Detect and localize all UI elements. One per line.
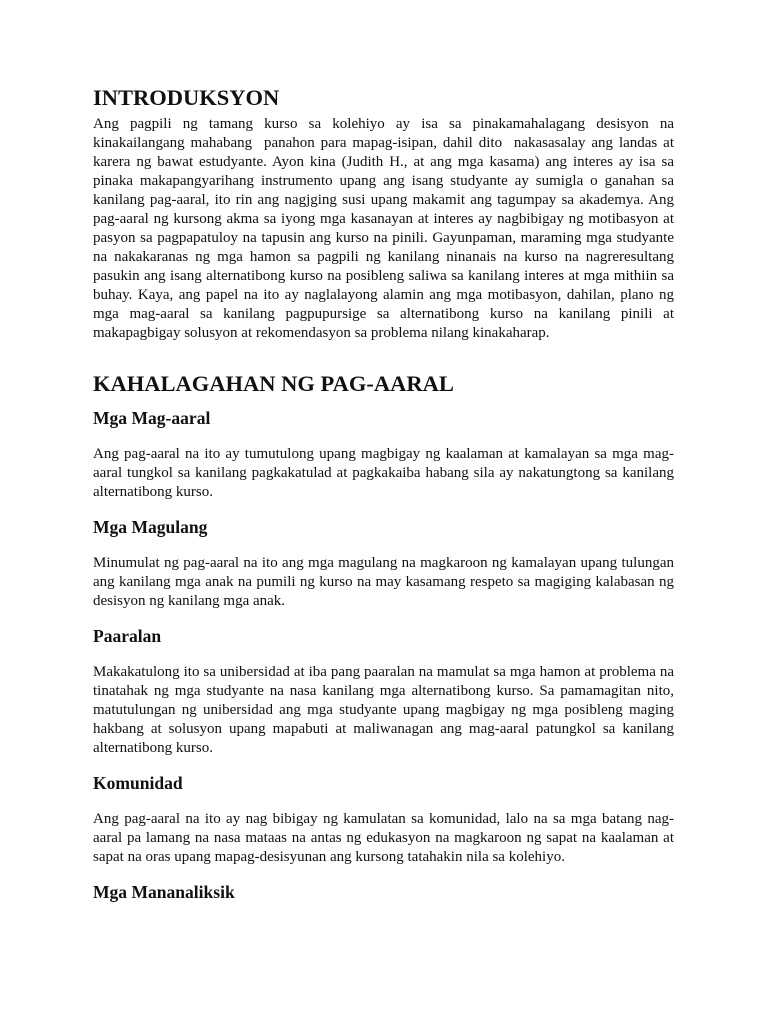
- introduksyon-paragraph: Ang pagpili ng tamang kurso sa kolehiyo ay isa sa pinakamahalagang desisyon na kinakailangang mahabang panahon para mapag-isipan, dahil dito nakasasalay ang landas at karera ng bawat estudyante. Ayon kina (Judith H., at ang mga kasama) ang interes ay isa sa pinaka makapangyarihang instrumento upang ang isang studyante ay sumigla o ganahan sa kanilang pag-aaral, ito rin ang nagjging susi upang makamit ang tagumpay sa akademya. Ang pag-aaral ng kursong akma sa iyong mga kasanayan at interes ay nagbibigay ng motibasyon at pasyon sa pagpapatuloy na tapusin ang kurso na pinili. Gayunpaman, maraming mga studyante na nakakaranas ng mga hamon sa pagpili ng kanilang ninanais na kurso na nagreresultang pasukin ang isang alternatibong kurso na posibleng saliwa sa kanilang interes at mga mithiin sa buhay. Kaya, ang papel na ito ay naglalayong alamin ang mga motibasyon, dahilan, plano ng mga mag-aaral sa kanilang pagpupursige sa alternatibong kurso na kanilang pinili at makapagbigay solusyon at rekomendasyon sa problema nilang kinakaharap.: [93, 116, 678, 341]
- subheading-mga-magulang: Mga Magulang: [93, 517, 208, 537]
- subheading-paaralan: Paaralan: [93, 626, 162, 646]
- paragraph-komunidad: Ang pag-aaral na ito ay nag bibigay ng kamulatan sa komunidad, lalo na sa mga batang nag-aaral pa lamang na nasa mataas na antas ng edukasyon na magkaroon ng sapat na kaalaman at sapat na oras upang mapag-desisyunan ang kursong tatahakin nila sa kolehiyo.: [93, 811, 678, 865]
- paragraph-mga-magulang: Minumulat ng pag-aaral na ito ang mga magulang na magkaroon ng kamalayan upang tulungan ang kanilang mga anak na pumili ng kurso na may kasamang respeto sa magiging kalabasan ng desisyon ng kanilang mga anak.: [93, 555, 678, 609]
- paragraph-mga-mag-aaral: Ang pag-aaral na ito ay tumutulong upang magbigay ng kaalaman at kamalayan sa mga mag-aaral tungkol sa kanilang pagkakatulad at pagkakaiba habang sila ay nakatungtong sa kanilang alternatibong kurso.: [93, 446, 678, 500]
- subheading-mga-mag-aaral: Mga Mag-aaral: [93, 408, 211, 428]
- document-page: [93, 84, 682, 902]
- subheading-komunidad: Komunidad: [93, 773, 183, 793]
- section-heading-kahalagahan: KAHALAGAHAN NG PAG-AARAL: [93, 371, 454, 396]
- section-heading-introduksyon: INTRODUKSYON: [93, 85, 280, 110]
- subheading-mga-mananaliksik: Mga Mananaliksik: [93, 882, 235, 902]
- paragraph-paaralan: Makakatulong ito sa unibersidad at iba pang paaralan na mamulat sa mga hamon at problema na tinatahak ng mga studyante na nasa kanilang mga alternatibong kurso. Sa pamamagitan nito, matutulungan ng unibersidad ang mga studyante upang magbigay ng mga posibleng maging hakbang at solusyon upang mapabuti at maliwanagan ang mag-aaral patungkol sa kanilang alternatibong kurso.: [93, 664, 682, 756]
